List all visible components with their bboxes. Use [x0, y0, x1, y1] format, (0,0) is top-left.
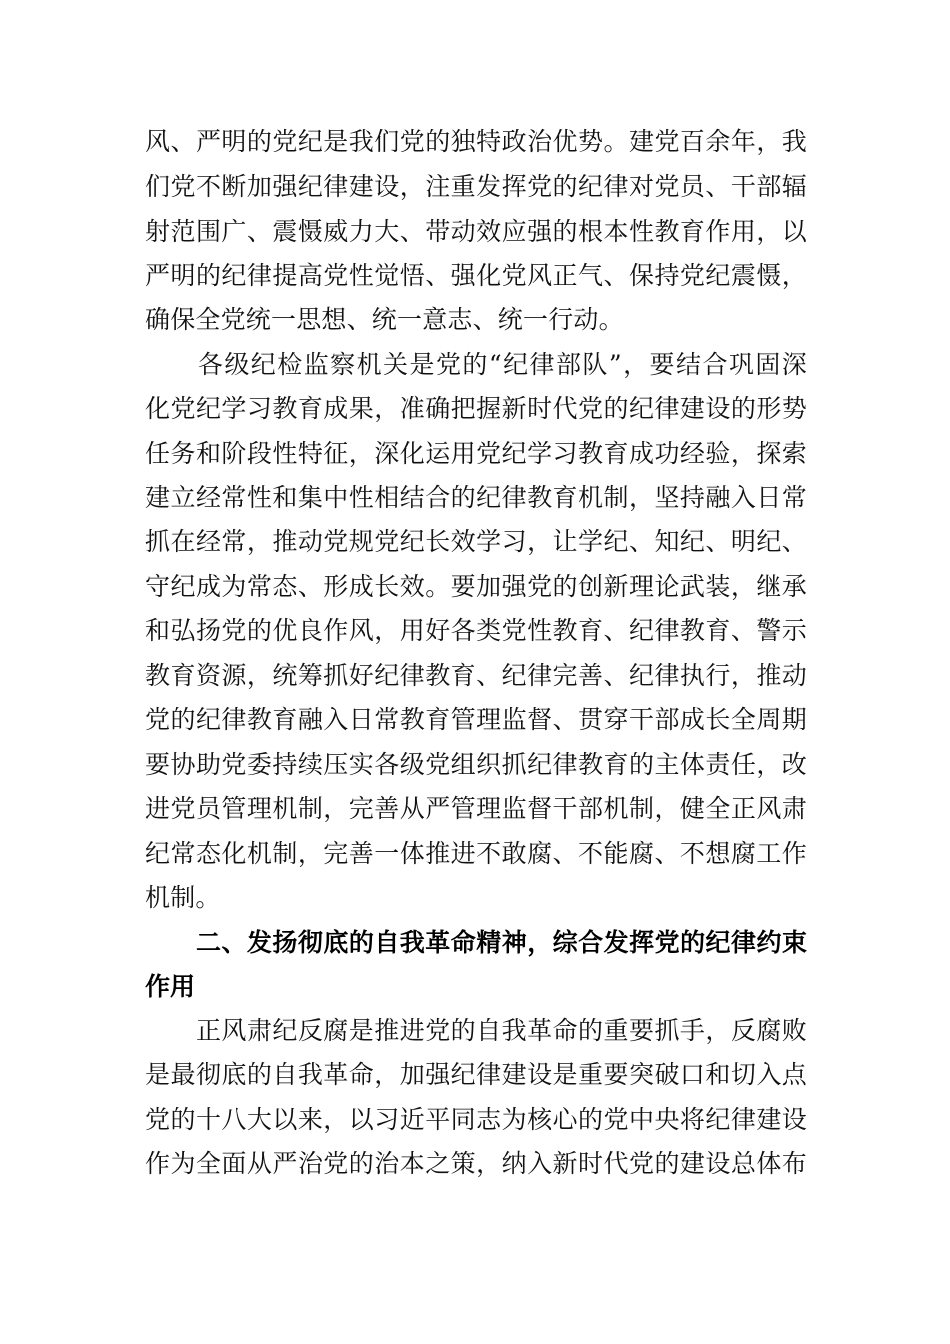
paragraph-line: 化党纪学习教育成果，准确把握新时代党的纪律建设的形势 — [145, 394, 807, 423]
paragraph-line: 抓在经常，推动党规党纪长效学习，让学纪、知纪、明纪、 — [145, 527, 807, 556]
paragraph-line: 党的纪律教育融入日常教育管理监督、贯穿干部成长全周期 — [145, 705, 807, 734]
paragraph-line: 党的十八大以来，以习近平同志为核心的党中央将纪律建设 — [145, 1105, 807, 1134]
paragraph-line: 守纪成为常态、形成长效。要加强党的创新理论武装，继承 — [145, 572, 807, 601]
paragraph-line: 任务和阶段性特征，深化运用党纪学习教育成功经验，探索 — [145, 439, 807, 468]
paragraph-line: 要协助党委持续压实各级党组织抓纪律教育的主体责任，改 — [145, 750, 807, 779]
paragraph-line: 们党不断加强纪律建设，注重发挥党的纪律对党员、干部辐 — [145, 172, 807, 201]
paragraph-line: 纪常态化机制，完善一体推进不敢腐、不能腐、不想腐工作 — [145, 839, 807, 868]
paragraph-line: 教育资源，统筹抓好纪律教育、纪律完善、纪律执行，推动 — [145, 661, 807, 690]
paragraph-line: 和弘扬党的优良作风，用好各类党性教育、纪律教育、警示 — [145, 616, 807, 645]
paragraph-line: 确保全党统一思想、统一意志、统一行动。 — [145, 305, 624, 334]
paragraph-line: 是最彻底的自我革命，加强纪律建设是重要突破口和切入点 — [145, 1060, 807, 1089]
paragraph-line: 进党员管理机制，完善从严管理监督干部机制，健全正风肃 — [145, 794, 807, 823]
paragraph-line: 正风肃纪反腐是推进党的自我革命的重要抓手，反腐败 — [145, 1016, 807, 1045]
paragraph-line: 风、严明的党纪是我们党的独特政治优势。建党百余年，我 — [145, 127, 807, 156]
paragraph-line: 机制。 — [145, 883, 221, 912]
paragraph-line: 射范围广、震慑威力大、带动效应强的根本性教育作用，以 — [145, 217, 807, 246]
section-heading: 二、发扬彻底的自我革命精神，综合发挥党的纪律约束 — [145, 928, 807, 957]
paragraph-line: 作为全面从严治党的治本之策，纳入新时代党的建设总体布 — [145, 1149, 807, 1178]
paragraph-line: 各级纪检监察机关是党的“纪律部队”，要结合巩固深 — [145, 350, 807, 379]
paragraph-line: 建立经常性和集中性相结合的纪律教育机制，坚持融入日常 — [145, 483, 807, 512]
section-heading: 作用 — [145, 972, 196, 1001]
paragraph-line: 严明的纪律提高党性觉悟、强化党风正气、保持党纪震慑， — [145, 261, 807, 290]
